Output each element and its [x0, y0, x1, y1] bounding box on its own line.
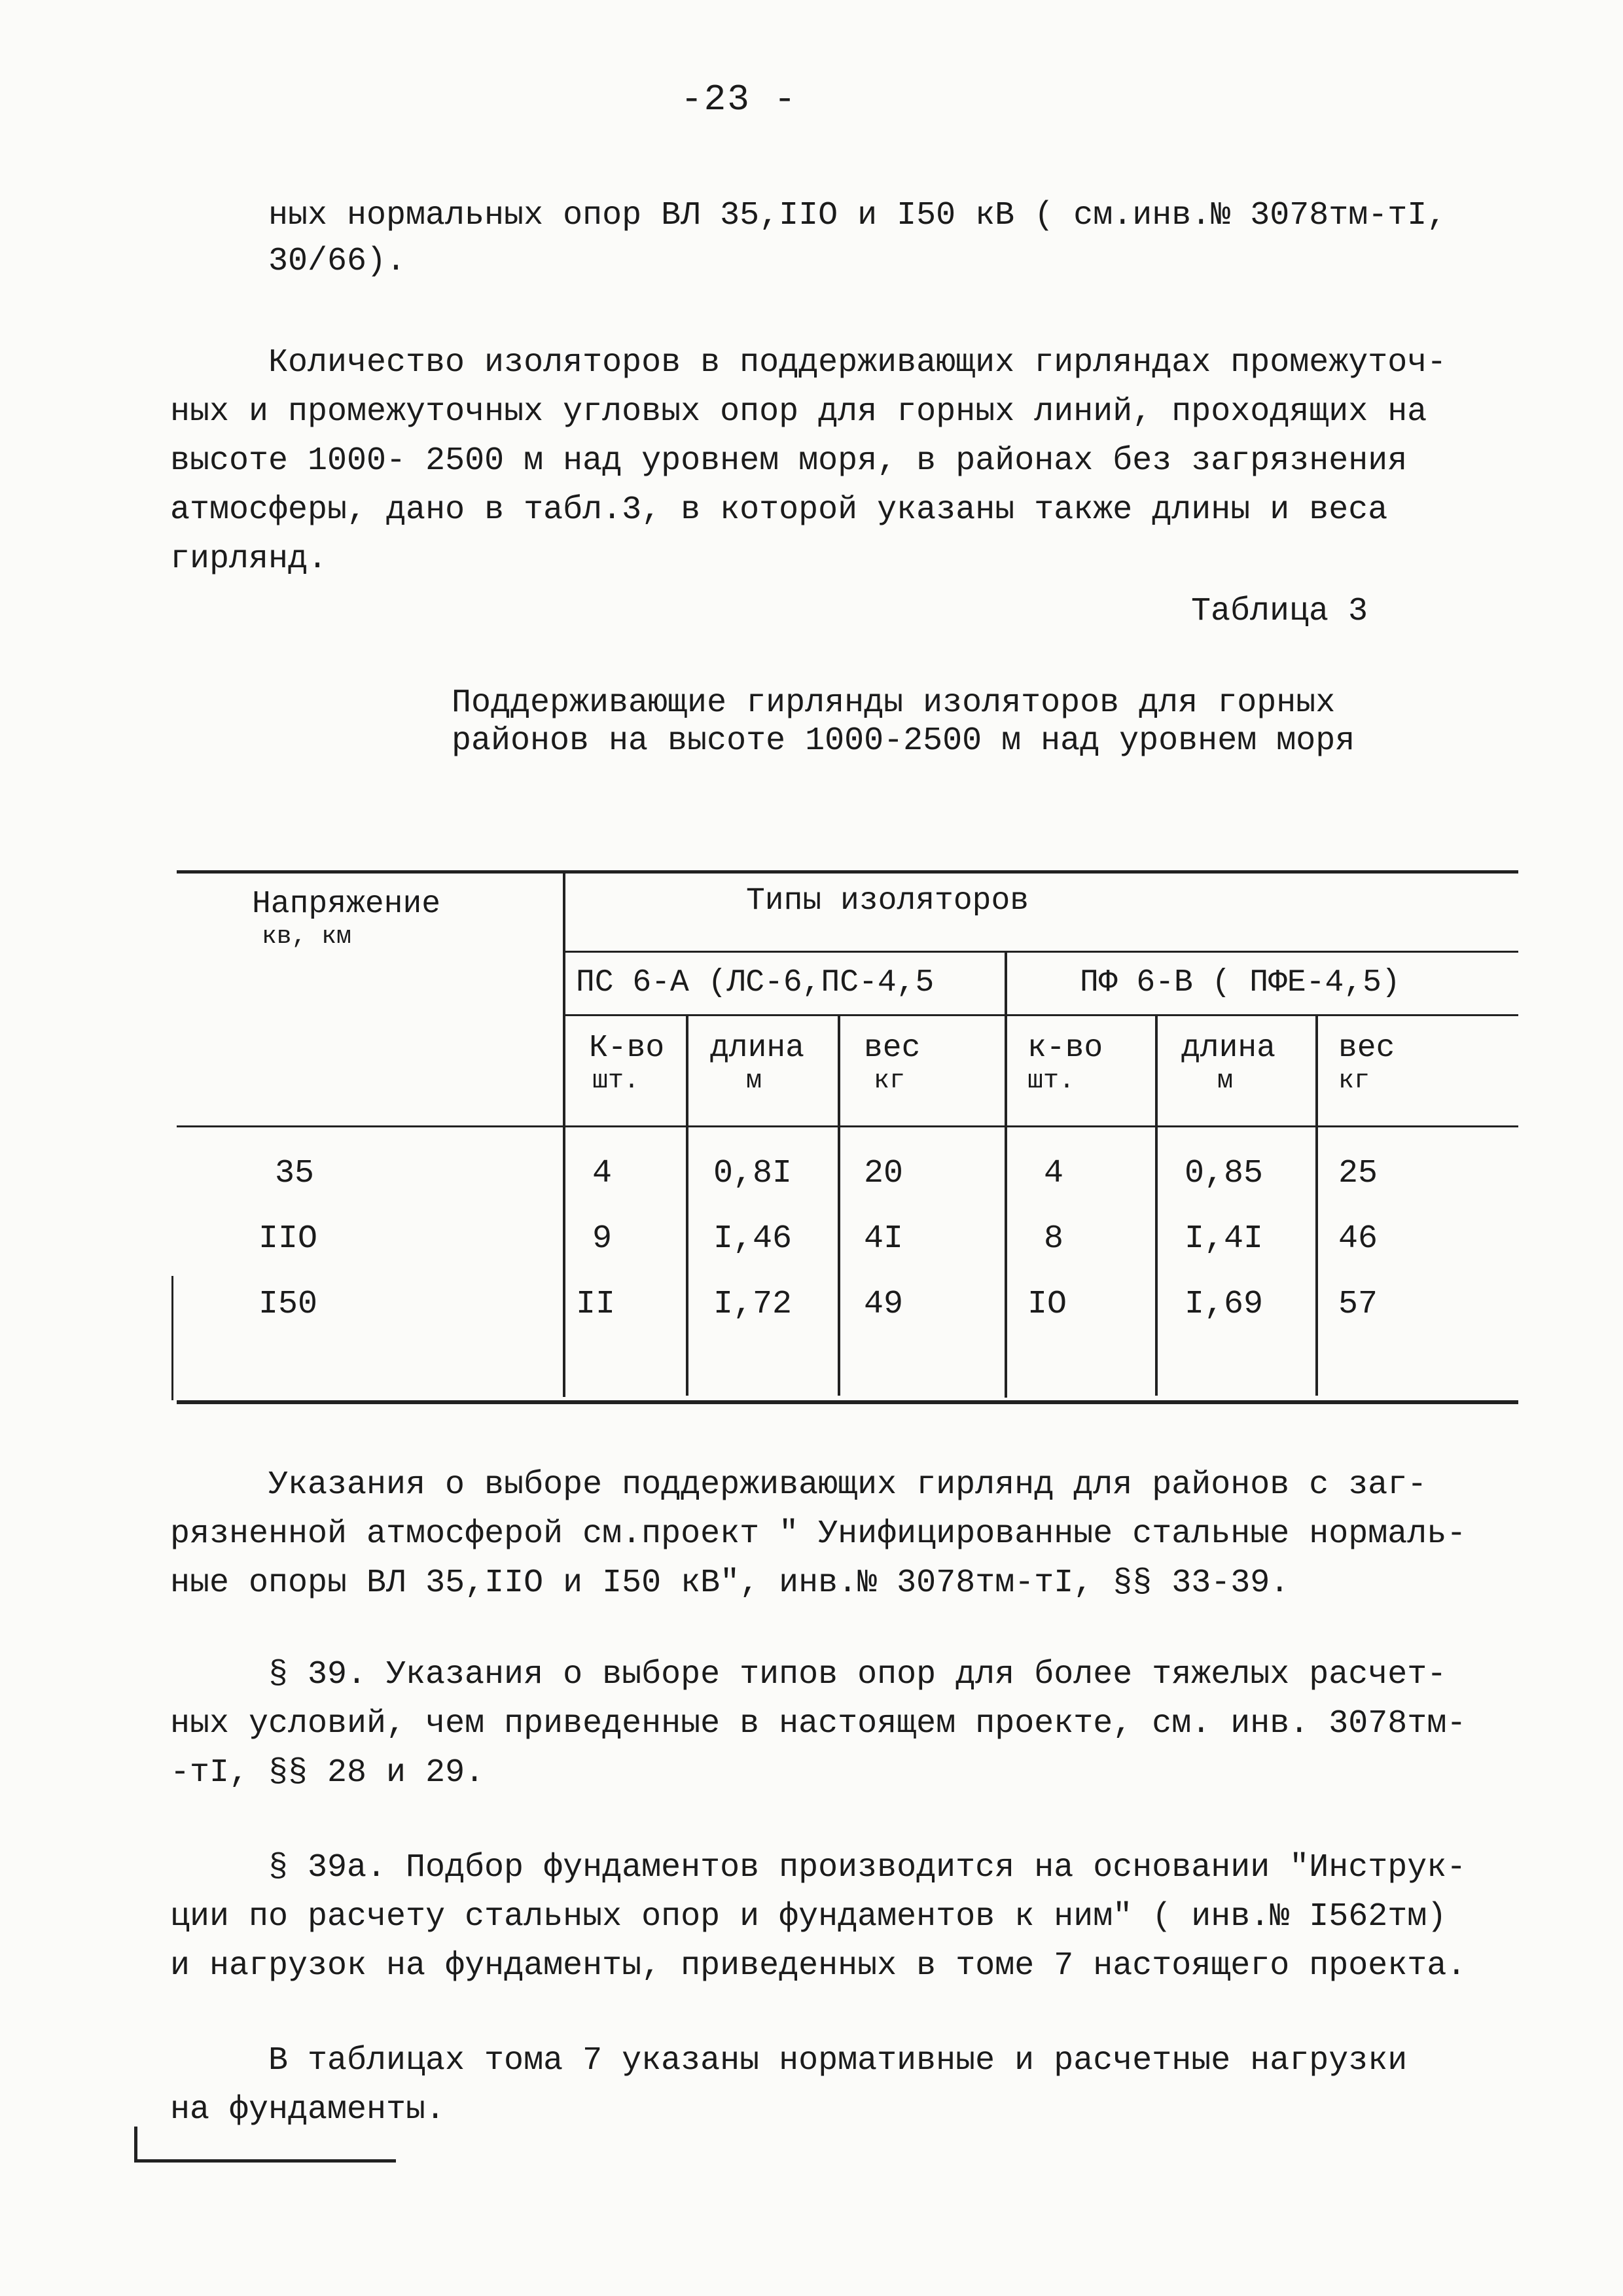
frame-corner — [134, 2159, 396, 2163]
sub-header: вес — [864, 1031, 921, 1066]
table-vrule — [1155, 1016, 1158, 1396]
text-line: атмосферы, дано в табл.3, в которой указаны также длины и веса — [170, 491, 1388, 529]
table-vrule — [1315, 1016, 1318, 1396]
sub-header: кг — [874, 1067, 906, 1096]
text-line: ных нормальных опор ВЛ 35,ІІО и І50 кВ ( см.инв.№ 3078тм-тІ, — [268, 197, 1447, 234]
table-top-rule — [177, 870, 1518, 874]
sub-header: кг — [1338, 1067, 1370, 1096]
text-line: Указания о выборе поддерживающих гирлянд для районов с заг- — [268, 1466, 1427, 1504]
table-cell: 0,85 — [1185, 1155, 1264, 1192]
table-left-edge — [171, 1276, 173, 1400]
table-rule — [563, 951, 1518, 953]
table-cell: 46 — [1338, 1220, 1378, 1258]
text-line: высоте 1000- 2500 м над уровнем моря, в районах без загрязнения — [170, 442, 1408, 480]
table-cell: 25 — [1338, 1155, 1378, 1192]
table-cell: 49 — [864, 1286, 904, 1323]
text-line: 30/66). — [268, 243, 406, 280]
table-cell: 4 — [592, 1155, 613, 1192]
text-line: на фундаменты. — [170, 2091, 446, 2128]
sub-header: К-во — [589, 1031, 665, 1066]
table-title: Поддерживающие гирлянды изоляторов для горных — [452, 684, 1336, 722]
text-line: ных и промежуточных угловых опор для горных линий, проходящих на — [170, 393, 1427, 431]
table-vrule — [1005, 953, 1007, 1398]
frame-corner — [134, 2127, 137, 2163]
table-cell: ІО — [1027, 1286, 1067, 1323]
table-cell: 4 — [1044, 1155, 1064, 1192]
table-cell: І,46 — [713, 1220, 793, 1258]
sub-header: длина — [710, 1031, 805, 1066]
text-line: Количество изоляторов в поддерживающих гирляндах промежуточ- — [268, 344, 1447, 381]
table-cell: 57 — [1338, 1286, 1378, 1323]
text-line: § 39а. Подбор фундаментов производится на основании "Инструк- — [268, 1849, 1467, 1886]
text-line: и нагрузок на фундаменты, приведенных в томе 7 настоящего проекта. — [170, 1947, 1467, 1985]
group-header: ПФ 6-В ( ПФЕ-4,5) — [1080, 965, 1400, 1000]
table-cell: І,4І — [1185, 1220, 1264, 1258]
sub-header: м — [1217, 1067, 1234, 1096]
sub-header: к-во — [1027, 1031, 1103, 1066]
table-cell: 4І — [864, 1220, 904, 1258]
header-voltage: Напряжение — [252, 887, 441, 922]
sub-header: шт. — [1027, 1067, 1075, 1096]
sub-header: вес — [1338, 1031, 1395, 1066]
text-line: ные опоры ВЛ 35,ІІО и І50 кВ", инв.№ 3078тм-тІ, §§ 33-39. — [170, 1564, 1290, 1602]
table-cell: І,69 — [1185, 1286, 1264, 1323]
table-cell: ІІ — [576, 1286, 616, 1323]
sub-header: м — [746, 1067, 762, 1096]
table-cell: 9 — [592, 1220, 613, 1258]
table-cell: ІІО — [259, 1220, 318, 1258]
table-bottom-rule — [177, 1400, 1518, 1404]
page-number: -23 - — [681, 79, 798, 120]
text-line: рязненной атмосферой см.проект " Унифицированные стальные нормаль- — [170, 1515, 1467, 1553]
table-cell: 8 — [1044, 1220, 1064, 1258]
table-cell: 20 — [864, 1155, 904, 1192]
text-line: В таблицах тома 7 указаны нормативные и расчетные нагрузки — [268, 2042, 1408, 2079]
table-label: Таблица 3 — [1191, 593, 1368, 630]
table-cell: І50 — [259, 1286, 318, 1323]
header-voltage-unit: кв, км — [262, 923, 351, 951]
table-cell: 0,8І — [713, 1155, 793, 1192]
table-vrule — [686, 1016, 688, 1396]
sub-header: шт. — [592, 1067, 640, 1096]
sub-header: длина — [1181, 1031, 1276, 1066]
table-vrule — [838, 1016, 840, 1396]
table-cell: І,72 — [713, 1286, 793, 1323]
table-cell: 35 — [275, 1155, 315, 1192]
text-line: -тІ, §§ 28 и 29. — [170, 1754, 485, 1792]
table-title: районов на высоте 1000-2500 м над уровнем моря — [452, 722, 1355, 760]
text-line: ных условий, чем приведенные в настоящем проекте, см. инв. 3078тм- — [170, 1705, 1467, 1742]
table-vrule — [563, 874, 565, 1397]
group-header: ПС 6-А (ЛС-6,ПС-4,5 — [576, 965, 935, 1000]
table-rule — [563, 1014, 1518, 1016]
text-line: § 39. Указания о выборе типов опор для более тяжелых расчет- — [268, 1656, 1447, 1693]
text-line: гирлянд. — [170, 540, 328, 578]
text-line: ции по расчету стальных опор и фундаментов к ним" ( инв.№ І562тм) — [170, 1898, 1447, 1935]
header-types: Типы изоляторов — [746, 883, 1029, 919]
